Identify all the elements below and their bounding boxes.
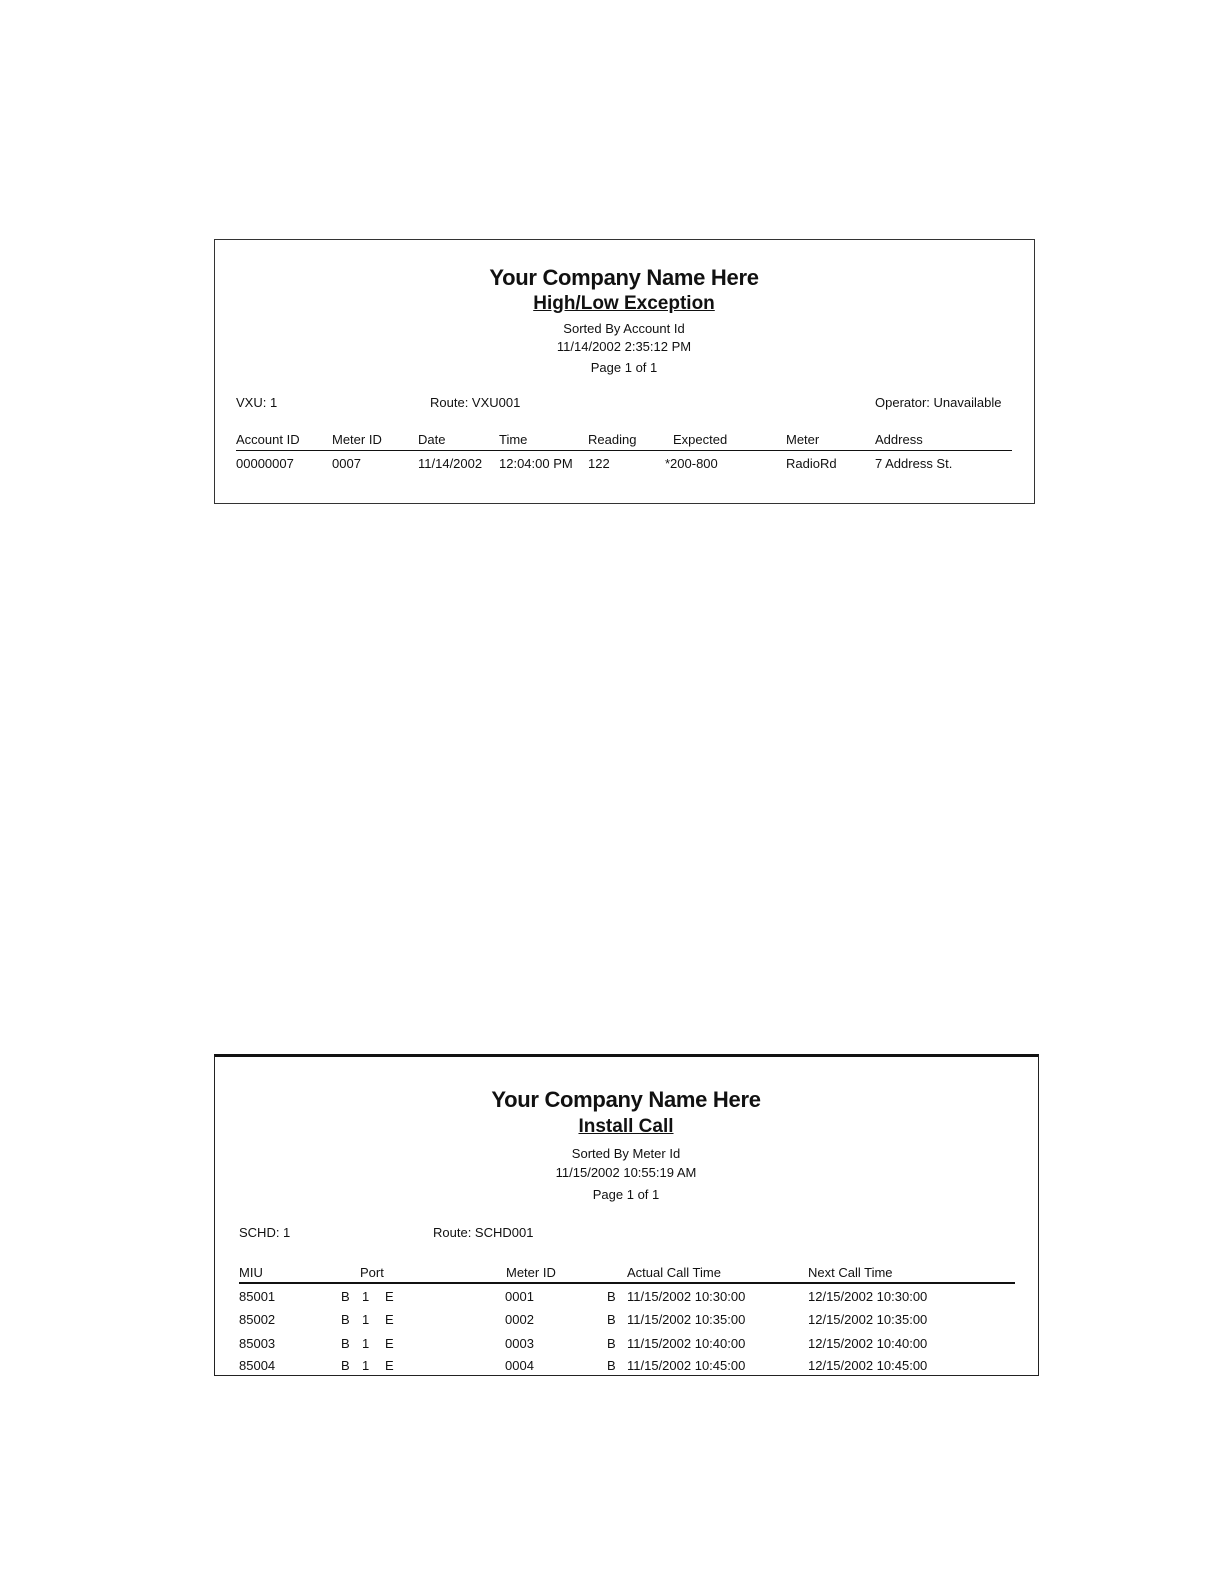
cell-port-b: 1	[362, 1358, 370, 1373]
cell-port-b: 1	[362, 1312, 370, 1327]
report1-sorted-by: Sorted By Account Id	[563, 321, 685, 336]
cell-next-call-time: 12/15/2002 10:30:00	[808, 1289, 928, 1304]
cell-next-call-time: 12/15/2002 10:45:00	[808, 1358, 928, 1373]
cell-port-b: 1	[362, 1289, 370, 1304]
cell-flag: B	[607, 1312, 616, 1327]
cell-port-c: E	[385, 1336, 394, 1351]
header-divider	[239, 1282, 1015, 1284]
cell-port-a: B	[341, 1289, 350, 1304]
report2-sorted-by: Sorted By Meter Id	[571, 1146, 681, 1161]
report1-operator: Operator: Unavailable	[875, 395, 1002, 410]
cell-meter: RadioRd	[786, 456, 837, 471]
cell-time: 12:04:00 PM	[499, 456, 573, 471]
report1-company: Your Company Name Here	[489, 265, 759, 290]
cell-port-c: E	[385, 1358, 394, 1373]
report2-route: Route: SCHD001	[433, 1225, 534, 1240]
cell-port-c: E	[385, 1289, 394, 1304]
column-header: MIU	[239, 1265, 263, 1280]
cell-port-a: B	[341, 1358, 350, 1373]
column-header: Reading	[588, 432, 637, 447]
column-header: Account ID	[236, 432, 300, 447]
report1-timestamp: 11/14/2002 2:35:12 PM	[556, 339, 692, 354]
column-header: Expected	[673, 432, 728, 447]
report2-company: Your Company Name Here	[491, 1087, 761, 1112]
cell-meter-id: 0007	[332, 456, 361, 471]
column-header: Actual Call Time	[627, 1265, 721, 1280]
cell-address: 7 Address St.	[875, 456, 953, 471]
column-header: Meter ID	[332, 432, 382, 447]
cell-meter-id: 0002	[505, 1312, 534, 1327]
cell-miu: 85004	[239, 1358, 276, 1373]
column-header: Port	[360, 1265, 384, 1280]
cell-next-call-time: 12/15/2002 10:35:00	[808, 1312, 928, 1327]
cell-actual-call-time: 11/15/2002 10:40:00	[627, 1336, 746, 1351]
cell-actual-call-time: 11/15/2002 10:30:00	[627, 1289, 746, 1304]
cell-actual-call-time: 11/15/2002 10:45:00	[627, 1358, 746, 1373]
cell-reading: 122	[588, 456, 610, 471]
report1-route: Route: VXU001	[430, 395, 521, 410]
install-call-report	[214, 1054, 1039, 1376]
report2-schd: SCHD: 1	[239, 1225, 291, 1240]
header-divider	[236, 450, 1012, 451]
column-header: Date	[418, 432, 446, 447]
column-header: Meter ID	[506, 1265, 556, 1280]
cell-flag: B	[607, 1289, 616, 1304]
cell-port-a: B	[341, 1336, 350, 1351]
report1-page: Page 1 of 1	[590, 360, 658, 375]
report2-timestamp: 11/15/2002 10:55:19 AM	[555, 1165, 697, 1180]
report1-vxu: VXU: 1	[236, 395, 278, 410]
cell-port-b: 1	[362, 1336, 370, 1351]
report2-page: Page 1 of 1	[592, 1187, 660, 1202]
column-header: Address	[875, 432, 923, 447]
cell-next-call-time: 12/15/2002 10:40:00	[808, 1336, 928, 1351]
cell-flag: B	[607, 1336, 616, 1351]
cell-meter-id: 0004	[505, 1358, 534, 1373]
cell-miu: 85002	[239, 1312, 276, 1327]
cell-miu: 85003	[239, 1336, 276, 1351]
report2-title: Install Call	[578, 1116, 674, 1137]
report1-title: High/Low Exception	[533, 293, 715, 314]
cell-port-c: E	[385, 1312, 394, 1327]
cell-actual-call-time: 11/15/2002 10:35:00	[627, 1312, 746, 1327]
cell-expected: *200-800	[665, 456, 718, 471]
cell-meter-id: 0001	[505, 1289, 534, 1304]
cell-flag: B	[607, 1358, 616, 1373]
high-low-exception-report	[214, 239, 1035, 504]
column-header: Meter	[786, 432, 820, 447]
column-header: Time	[499, 432, 528, 447]
column-header: Next Call Time	[808, 1265, 893, 1280]
cell-meter-id: 0003	[505, 1336, 534, 1351]
cell-port-a: B	[341, 1312, 350, 1327]
cell-date: 11/14/2002	[418, 456, 483, 471]
cell-miu: 85001	[239, 1289, 276, 1304]
cell-account-id: 00000007	[236, 456, 294, 471]
